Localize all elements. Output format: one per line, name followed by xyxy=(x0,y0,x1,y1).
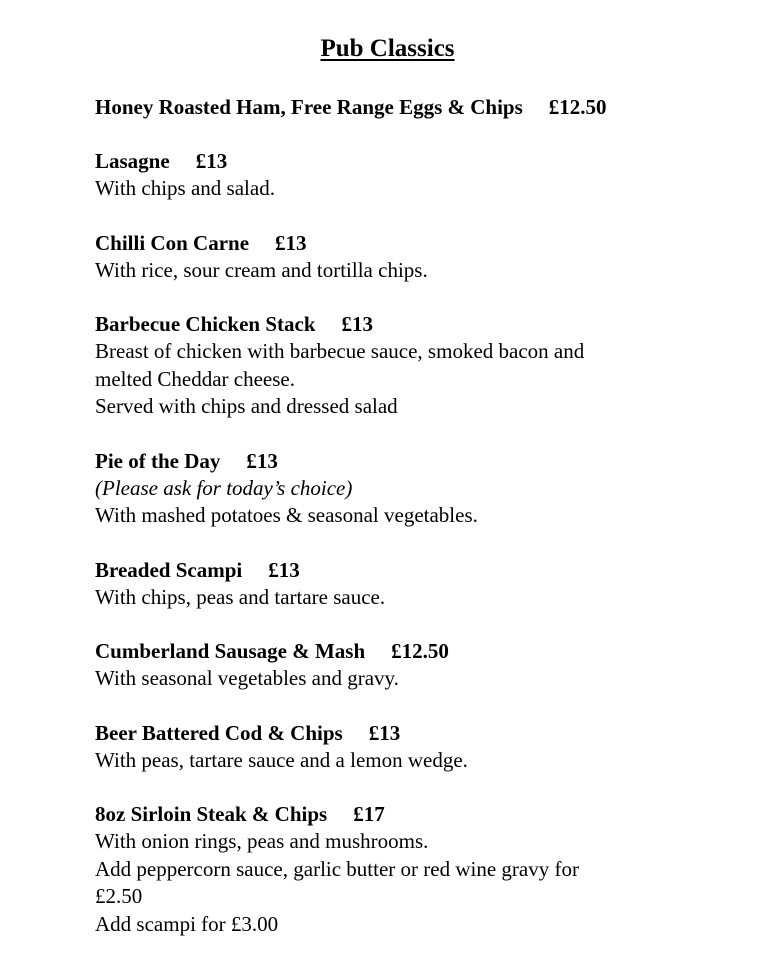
menu-item-name: Beer Battered Cod & Chips xyxy=(95,720,343,745)
menu-item-heading xyxy=(95,557,735,584)
menu-item-price: £13 xyxy=(275,230,307,255)
menu-item xyxy=(95,557,735,612)
menu-list xyxy=(95,94,735,965)
menu-item-price: £13 xyxy=(368,720,401,745)
menu-item-heading xyxy=(95,801,735,828)
menu-item-name: Barbecue Chicken Stack xyxy=(95,312,316,336)
menu-item-price: £17 xyxy=(353,802,385,826)
menu-item xyxy=(95,311,735,421)
menu-item-price: £13 xyxy=(246,448,278,473)
menu-item-name: Cumberland Sausage & Mash xyxy=(95,639,366,663)
menu-item-heading xyxy=(95,230,735,257)
menu-item-price: £12.50 xyxy=(391,639,449,663)
menu-item xyxy=(95,448,735,530)
menu-item-description: Add scampi for £3.00 xyxy=(95,911,279,936)
menu-item-description: With peas, tartare sauce and a lemon wedge. xyxy=(95,747,468,772)
menu-item-heading xyxy=(95,448,735,475)
menu-item-description: With mashed potatoes & seasonal vegetables. xyxy=(95,503,478,527)
menu-item-description: Breast of chicken with barbecue sauce, smoked bacon and xyxy=(95,339,585,363)
menu-item-description: melted Cheddar cheese. xyxy=(95,366,295,391)
menu-item xyxy=(95,638,735,693)
menu-item-name: Chilli Con Carne xyxy=(95,230,250,255)
menu-item xyxy=(95,148,735,203)
menu-item-note: (Please ask for today’s choice) xyxy=(95,475,353,500)
menu-item-description: With chips, peas and tartare sauce. xyxy=(95,584,386,609)
page-title: Pub Classics xyxy=(320,35,455,62)
menu-item-description: With chips and salad. xyxy=(95,176,275,200)
menu-item-heading xyxy=(95,311,735,338)
menu-item-name: Honey Roasted Ham, Free Range Eggs & Chips xyxy=(95,95,523,119)
menu-item-description: With onion rings, peas and mushrooms. xyxy=(95,829,429,853)
menu-item-name: Pie of the Day xyxy=(95,448,221,473)
menu-item xyxy=(95,230,735,285)
menu-item-price: £13 xyxy=(195,149,228,173)
menu-item-price: £13 xyxy=(341,312,373,336)
menu-item-description: With rice, sour cream and tortilla chips. xyxy=(95,257,428,282)
menu-item xyxy=(95,94,735,121)
menu-item xyxy=(95,801,735,938)
menu-item-price: £13 xyxy=(268,557,300,582)
menu-item-description: Served with chips and dressed salad xyxy=(95,394,398,418)
menu-item-description: £2.50 xyxy=(95,884,143,908)
menu-item-name: Breaded Scampi xyxy=(95,557,243,582)
menu-item-heading xyxy=(95,94,735,121)
menu-item-name: 8oz Sirloin Steak & Chips xyxy=(95,802,328,826)
menu-item-heading xyxy=(95,638,735,665)
menu-item-description: Add peppercorn sauce, garlic butter or red wine gravy for xyxy=(95,856,579,881)
menu-item-heading xyxy=(95,720,735,747)
menu-item xyxy=(95,720,735,775)
menu-item-price: £12.50 xyxy=(548,95,607,119)
menu-item-description: With seasonal vegetables and gravy. xyxy=(95,666,399,690)
menu-item-name: Lasagne xyxy=(95,149,170,173)
menu-item-heading xyxy=(95,148,735,175)
